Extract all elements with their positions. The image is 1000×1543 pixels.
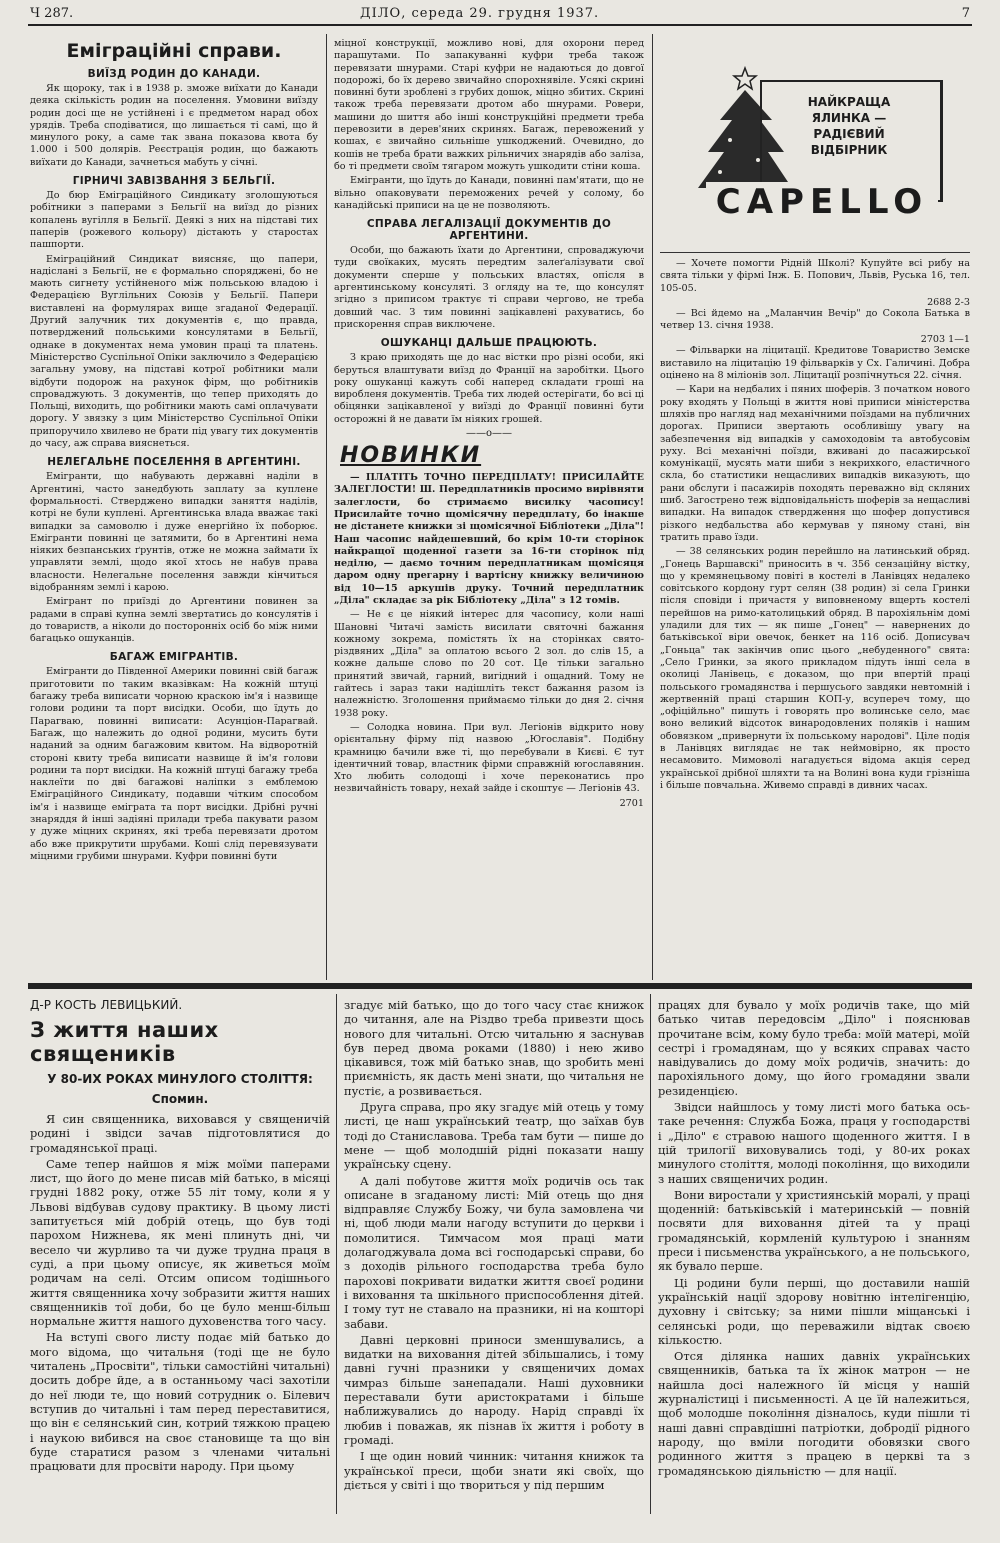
paragraph: Давні церковні приноси зменшувались, а видатки на виховання дітей збільшались, і тому давні гучні празники у священичих домах чимраз більше занепадали. Наші духовники переставали бути аристократами і більше наближувались до народу. Нарід справді їх любив і поважав, як пізнав їх життя і роботу в громаді. (344, 1332, 644, 1447)
paragraph: Саме тепер найшов я між моїми паперами лист, що його до мене писав мій батько, в місяці грудні 1882 року, отже 55 літ тому, коли я у Львові відбував судову практику. В цьому листі запитується мій добрій отець, що був тоді парохом Нижнева, як мені плинуть дні, чи весело чи журливо та чи дуже трудна праця в суді, а при цьому описує, як живеться моїм родичам на селі. Отсим описом тодішнього життя священника хочу зобразити життя наших священників тої доби, бо це було менш-більш нормальне життя нашого духовенства того часу. (30, 1156, 330, 1329)
column-divider (650, 994, 651, 1514)
masthead-date: ДІЛО, середа 29. грудня 1937. (360, 6, 600, 21)
paragraph: Ці родини були перші, що доставили нашій українській нації здорову новітню інтелігенцію, духовну і світську; за ними пішли міщанські і селянські роди, що переважили відтак своєю кількостю. (658, 1275, 970, 1347)
heading-argentina-settlement: НЕЛЕГАЛЬНЕ ПОСЕЛЕННЯ В АРГЕНТИНІ. (47, 456, 301, 469)
memoir-column-1 (30, 998, 330, 1513)
paragraph: Вони виростали у християнській моралі, у праці щоденній: батьківській і материнській — повній посвяти для виховання дітей та у праці громадянській, кормленій культурою і знанням преси і письменства українського, а не польського, як бувало перше. (658, 1187, 970, 1274)
issue-number: Ч 287. (30, 6, 74, 21)
paragraph: До бюр Еміграційного Синдикату зголошуються робітники з паперами з Бельгії на виїзд до різних копалень вугілля в Бельгії. Деякі з них на підставі тих паперів (рожевого кольору) дістають у старостах пашпорти. (30, 190, 318, 251)
paragraph: З краю приходять ще до нас вістки про різні особи, які беруться влаштувати виїзд до Франції на заробітки. Цього року ошуканці кажуть собі наперед складати гроші на виробленя документів. Треба тих людей остерігати, бо всі ці обіцянки зацікавленої у виїзді до Франції повинні бути осторожні й не давати їм ніяких грошей. (334, 352, 644, 425)
header-rule (28, 24, 972, 26)
memoir-title: З життя наших священиків (30, 1018, 219, 1066)
paragraph: міцної конструкції, можливо нові, для охорони перед парашутами. По запакуванні куфри треба також перевязати шнурами. Старі куфри не надаються до довгої подорожі, бо їх дерево звичайно спорохнявіле. Усякі скрині повинні бути зроблені з грубих дошок, міцно збитих. Скрині також треба перевязати дротом або шнурами. Ровери, машини до шиття або інші конструкційні предмети треба перевозити в дерев'яних скринях. Багаж, перевожений у кошах, є звичайно сильніше ушкоджений. Очевидно, до кошів не треба брати важких рільничих знарядів або заліза, бо ті предмети своїм тягаром можуть ушкодити стіни коша. (334, 38, 644, 172)
news-item: — Всі йдемо на „Маланчин Вечір" до Сокола Батька в четвер 13. січня 1938. (660, 307, 970, 332)
heading-canada: ВИЇЗД РОДИН ДО КАНАДИ. (87, 68, 261, 80)
paragraph: А далі побутове життя моїх родичів ось так описане в згаданому листі: Мій отець що дня відправляє Службу Божу, чи була замовлена чи ні, щоб люди мали нагоду вступити до церкви і помолитися. Тимчасом моя праці мати долагоджувала дома всі господарські справи, бо з доходів рільного господарства треба було парохові покривати видатки життя своєї родини і виховання та шкільного приспособлення дітей. І тому тут не ставало на празники, ні на кошторі забави. (344, 1173, 644, 1331)
memoir-column-3 (658, 998, 970, 1513)
paragraph: Друга справа, про яку згадує мій отець у тому листі, це наш український театр, що заїхав був тоді до Станиславова. Треба там бути — пише до мене — щоб молодшій рідні показати нашу українську сцену. (344, 1100, 644, 1172)
news-item: — ПЛАТІТЬ ТОЧНО ПЕРЕДПЛАТУ! ПРИСИЛАЙТЕ ЗАЛЕГЛОСТИ! Ш. Передплатників просимо вирівняти залеглости, бо стримаємо висилку часопису! Присилайте точно щомісячну передплату, бо інакше не дістанете книжки зі щомісячної Бібліотеки „Діла"! Наш часопис найдешевший, бо крім 10-ти сторінок найкращої щоденної газети за 16-ти сторінок під неділю, — даємо точним передплатникам щомісяця даром одну прегарну і вартісну книжку величиною від 10—15 аркушів друку. Точний передплатник „Діла" складає за рік Бібліотеку „Діла" з 12 томів. (334, 472, 644, 606)
paragraph: Емігрант по приїзді до Аргентини повинен за радами в справі купна землі звертатись до консулятів і до товариств, а ніколи до посторонніх осіб бо між ними багацько ошуканців. (30, 596, 318, 645)
capello-advertisement (690, 60, 942, 226)
news-item: — Не є це ніякий інтерес для часопису, коли наші Шановні Читачі замість висилати святочні бажання кожному зокрема, помістять їх на сторінках свято-різдвяних „Діла" за оплатою всього 2 зол. до слів 15, а кожне дальше слово по 20 сот. Це тільки загально принятий звичай, гарний, вигідний і ощадний. Тому не гайтесь і зараз таки надішліть текст бажання разом із належністю. Зголошення приймаємо тільки до дня 2. січня 1938 року. (334, 609, 644, 719)
paragraph: Отся ділянка наших давніх українських священників, батька та їх жінок матрон — не найшла досі належного їй місця у нашій журналістиці і письменності. А це їй належиться, щоб молодше покоління дізналось, куди пішли ті наші давні справдішні патріотки, добродії рідного народу, що вміли погодити обовязки свого родинного життя з працею в церкві та з громадянською діяльністю — для нації. (658, 1349, 970, 1478)
column-divider (326, 34, 327, 980)
page-number: 7 (961, 6, 970, 21)
page-header (30, 4, 970, 26)
separator-ornament: ——o—— (465, 428, 513, 440)
heading-baggage: БАГАЖ ЕМІГРАНТІВ. (109, 651, 239, 664)
memoir-genre: Спомин. (151, 1092, 209, 1106)
paragraph: згадує мій батько, що до того часу стає книжок до читання, але на Різдво треба привезти щось нового для читальні. Отсю читальню я заснував був перед двома роками (1880) і нею живо цікавився, тож мій батько знав, що зробить мені приємність, як дасть мені знати, що читальня не пустіє, а розвивається. (344, 998, 644, 1098)
heading-belgium: ГІРНИЧІ ЗАВІЗВАННЯ З БЕЛЬГІЇ. (72, 175, 276, 188)
paragraph: Звідси найшлось у тому листі мого батька ось-таке речення: Служба Божа, праця у господарстві і „Діло" є стравою нашого щоденного життя. І в цій трилогії виховувались тоді, у 80-их роках минулого століття, молоді покоління, що виходили з наших священичих родин. (658, 1100, 970, 1186)
feuilleton-divider (28, 983, 972, 989)
ad-code: 2703 1—1 (920, 334, 970, 346)
news-item: — Солодка новина. При вул. Легіонів відкрито нову орієнтальну фірму під назвою „Югославія". Подібну крамницю бачили вже ті, що перебували в Києві. Є тут ідентичний товар, властник фірми справжній югославянин. Хто любить солодощі і хоче переконатись про незвичайність товару, нехай зайде і скоштує — Легіонів 43. (334, 721, 644, 795)
column-emigration (30, 38, 318, 978)
paragraph: Як щороку, так і в 1938 р. зможе виїхати до Канади деяка скількість родин на поселення. Умовини виїзду родин досі ще не устійнені і є предметом нарад обох урядів. Треба сподіватися, що лишається ті самі, що й минулого року, а саме так звана показова квота бу 1.000 і 500 долярів. Реєстрація родин, що бажають виїхати до Канади, зачнеться мабуть у січні. (30, 83, 318, 168)
ad-code: 2701 (619, 797, 644, 809)
column-news (334, 38, 644, 978)
memoir-column-2 (344, 998, 644, 1513)
heading-fraudsters: ОШУКАНЦІ ДАЛЬШЕ ПРАЦЮЮТЬ. (380, 337, 598, 350)
ad-divider (660, 252, 970, 253)
paragraph: Особи, що бажають їхати до Аргентини, спроваджуючи туди своїкаких, мусять передтим залеґалізувати свої документи сперше у польських властях, опісля в аргентинському консуляті. З огляду на те, що консулят згідно з приписом трактує ті справи чергово, не треба довший час. З тим повинні зацікавлені рахуватись, бо прискорення справ виключене. (334, 245, 644, 330)
paragraph: Емігранти, що набувають державні наділи в Аргентині, часто занедбують заплату за куплене формальності. Стверджено випадки заняття наділів, котрі не були куплені. Аргентинська влада вважає такі випадки за самоволю і дуже енергійно їх поборює. Емігранти повинні це затямити, бо в Аргентині нема ніяких безпанських ґрунтів, отже не можна займати їх управляти землі, щодо якої хтось не набув права власности. Нелегальне поселення завжди кінчиться відобранням землі і карою. (30, 471, 318, 593)
column-divider (652, 34, 653, 980)
news-item: — Хочете помогти Рідній Школі? Купуйте всі рибу на свята тільки у фірмі Інж. Б. Попович, Львів, Руська 16, тел. 105-05. (660, 258, 970, 294)
ad-slogan: НАЙКРАЩА ЯЛИНКА — РАДІЄВИЙ ВІДБІРНИК (807, 95, 891, 157)
column-news-right (660, 258, 970, 978)
section-title-emigration: Еміграційні справи. (66, 40, 282, 62)
paragraph: І ще один новий чинник: читання книжок та української преси, щоби знати які своїх, що діється у світі і що твориться у під першим (344, 1449, 644, 1492)
ad-brand: CAPELLO (706, 182, 938, 222)
heading-legalization: СПРАВА ЛЕГАЛІЗАЦІЇ ДОКУМЕНТІВ ДО АРГЕНТИНИ. (366, 218, 612, 243)
paragraph: На вступі свого листу подає мій батько до мого відома, що читальня (тоді ще не було читалень „Просвіти", тільки самостійні читальні) досить добре йде, а в останньому часі захотіли до неї люди те, що новий сотрудник о. Білевич вступив до читальні і там перед переставитися, що він є селянський син, котрий тяжкою працею і наукою вибився на своє становище та що він буде старатися разом з членами читальні працювати для просвіти народу. При цьому (30, 1330, 330, 1474)
news-item: — Кари на недбалих і пяних шоферів. З початком нового року входять у Польщі в життя нові приписи міністерства шляхів про нагляд над механічними поїздами на публичних дорогах. Приписи звертають особливішу увагу на забезпечення від випадків у самоходовім та автобусовім руху. Всі механічні поїзди, вживані до пасажирської комунікації, мусять мати шиби з некрихкого, еластичного скла, бо статистики нещасливих випадків виказують, що рани обслуги і пасажирів походять переважно від скляних шиб. Загострено теж відповідальність шоферів за нещасливі випадки. На випадок ствердження що шофер допустився різкого недбальства або кермував у пяному стані, він тратить право їзди. (660, 384, 970, 543)
section-title-novynky: НОВИНКИ (340, 443, 482, 469)
paragraph: працях для бувало у моїх родичів таке, що мій батько читав передовсім „Діло" і пояснював прочитане всім, кому було треба: моїй матері, моїй сестрі і громадянам, що у всяких справах часто навідувались до дому моїх родичів, значить: до парохіяльного дому, що його громадяни звали резиденцією. (658, 998, 970, 1098)
news-item: — Фільварки на ліцитації. Кредитове Товариство Земске виставило на ліцитацію 19 фільварків у Сх. Галичині. Добра оцінено на 8 міліонів зол. Ліцитації розпічнуться 22. січня. (660, 345, 970, 382)
paragraph: Еміграційний Синдикат виясняє, що папери, надіслані з Бельгії, не є формально споряджені, бо не мають сигнету устійненого між польською владою і Федерацією Вуглільних Союзів у Бельгії. Папери виставлені на формулярах вище згаданої Федерації. Другий залучник тих документів є, що правда, потверджений польськими консулятами в Бельгії, однаке в документах нема умовин праці та платень. Міністерство Суспільної Опіки заключило з Федерацією загальну умову, на підставі котрої робітники мали відбути подорож на рахунок фірм, що робітників спроваджують. З документів, що тепер приходять до Польщі, виходить, що робітники мають самі оплачувати дорогу. У звязку з цим Міністерство Суспільної Опіки припоручило хвилево не брати під увагу тих документів до часу, аж справа вияснеться. (30, 253, 318, 450)
news-item: — 38 селянських родин перейшло на латинський обряд. „Гонець Варшавскі" приносить в ч. 356 сензаційну вістку, що у кремянецьвому повіті в костелі в Ланівцях недалеко совітського кордону гурт селян (38 родин) зі села Гринки після сповіди і причастя у виповненому вщерть костелі перейшов на римо-католицький обряд. В парохіяльнім домі уладили для тих — як пише „Гонец" — навернених до батьківської віри овечок, бенкет на 116 осіб. Дописувач „Гоньца" так закінчив опис цього „небуденного" свята: „Село Гринки, за якого прикладом підуть інші села в околиці Ланівець, є доказом, що при впертій праці польського громадянства і першусього завдяки невтомній і жертвенній праці старшин КОП-у, всупереч тому, що „офіційльно" пишуть і говорять про волинське село, має воно великий відсоток винародовлених поляків і нашим обовязком „привернути їх польському народові". Ціле подія в Ланівцях виглядає не так неймовірно, як просто несамовито. Мимоволі нагадується відома акція серед української дрібної шляхти та на Волині вона куди грізніша і більше повчальна. Живемо справді в дивних часах. (660, 546, 970, 791)
memoir-subtitle: У 80-ИХ РОКАХ МИНУЛОГО СТОЛІТТЯ: (47, 1072, 313, 1086)
column-divider (336, 994, 337, 1514)
paragraph: Я син священника, виховався у священичій родині і звідси зачав підготовлятися до громадянської праці. (30, 1112, 330, 1155)
paragraph: Емігранти до Південної Америки повинні свій багаж приготовити по таким вказівкам: На кожній штуці багажу треба виписати чорною краскою ім'я і назвище голови родини та порт висідки. Особи, що їдуть до Парагваю, повинні виписати: Асунціон-Парагвай. Багаж, що належить до одної родини, мусить бути наданий за одним багажовим квитом. На відворотній стороні квиту треба виписати назвище й ім'я голови родини та порт висідки. На кожній штуці багажу треба наклеїти по дві багажові наліпки з емблемою Еміграційного Синдикату, подавши чітким способом ім'я і назвище еміграта та порт висідки. Дрібні ручні знаряддя й інші задіяні прилади треба пакувати разом у дуже міцних скринях, які треба перевязати дротом або вже прикрутити шрубами. Коші слід перевязувати міцними грубими шнурами. Куфри повинні бути (30, 666, 318, 862)
author-byline: Д-Р КОСТЬ ЛЕВИЦЬКИЙ. (30, 998, 183, 1012)
ad-code: 2688 2-3 (927, 296, 970, 308)
paragraph: Емігранти, що їдуть до Канади, повинні пам'ятати, що не вільно опаковувати переможених речей у солому, бо канадійські приписи на це не позволяють. (334, 175, 644, 211)
